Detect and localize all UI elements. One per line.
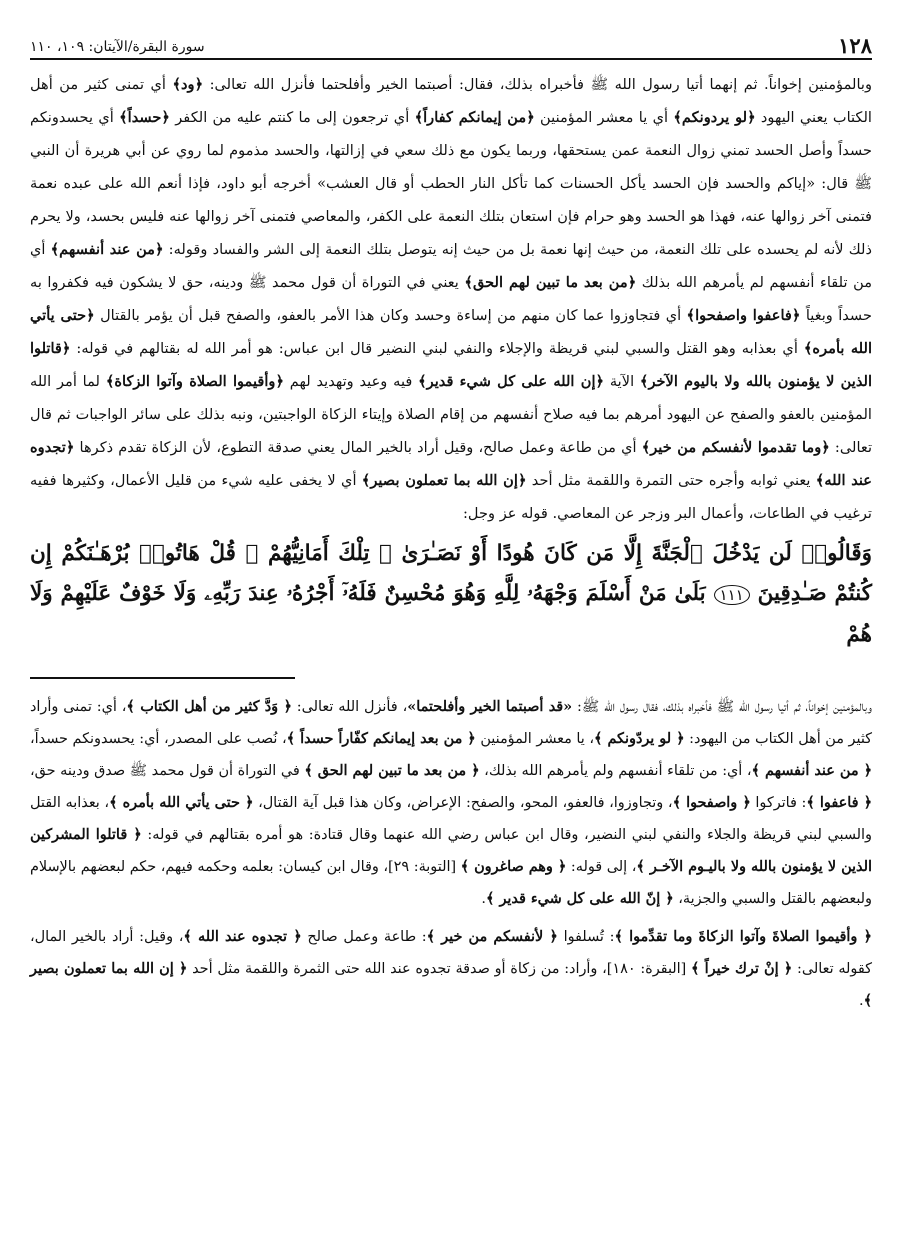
text-run: ، إلى قوله:	[566, 859, 637, 875]
quoted-phrase: ﴿ إنّ الله على كل شيء قدير ﴾	[486, 890, 674, 907]
quoted-phrase: ﴿ فاعفوا ﴾	[806, 794, 872, 811]
quoted-phrase: ﴿ لأنفسكم من خير ﴾	[426, 928, 558, 945]
text-run: لما أمر الله المؤمنين بالعفو والصفح عن اليهود أمرهم بما فيه صلاح أنفسهم من إقام الصلاة وإيتاء الزكاة الواجبتين، ونبه بذلك على سائر الواجبات ثم قال تعالى:	[30, 373, 873, 456]
quoted-phrase: ﴿ إنْ ترك خيراً ﴾	[691, 960, 793, 977]
quoted-phrase: ﴿ من بعد إيمانكم كفّاراً حسداً ﴾	[286, 730, 476, 747]
verse-text: وَقَالُوا۟ لَن يَدْخُلَ ٱلْجَنَّةَ إِلَّا مَن كَانَ هُودًا أَوْ نَصَـٰرَىٰ ۗ تِلْكَ أَمَانِيُّهُمْ ۗ قُلْ هَاتُوا۟ بُرْهَـٰنَكُمْ إِن كُنتُمْ صَـٰدِقِينَ	[30, 541, 872, 606]
text-run: في التوراة أن قول محمد ﷺ صدق ودينه حق،	[30, 763, 305, 779]
footnote-divider	[30, 677, 295, 679]
page-header	[30, 28, 872, 60]
quoted-phrase: ﴿إن الله بما تعملون بصير﴾	[361, 472, 527, 489]
commentary-lower	[30, 691, 872, 1017]
quoted-phrase: ﴿وأقيموا الصلاة وآتوا الزكاة﴾	[105, 373, 285, 390]
footnote-paragraph	[30, 921, 872, 1017]
text-run: وبالمؤمنين إخواناً، ثم أتيا رسول الله ﷺ فأخبراه بذلك، فقال رسول الله ﷺ:	[572, 699, 872, 715]
quoted-phrase: ﴿حتى يأتي الله بأمره﴾	[30, 307, 873, 357]
text-run: .	[858, 993, 864, 1009]
book-page	[30, 28, 872, 1228]
quoted-phrase: ﴿تجدوه عند الله﴾	[30, 439, 873, 489]
quoted-phrase: ﴿ وهم صاغرون ﴾	[460, 858, 567, 875]
page-number: ١٢٨	[838, 33, 872, 58]
quoted-phrase: ﴿ من بعد ما تبين لهم الحق ﴾	[304, 762, 480, 779]
text-run: أي من تلقاء أنفسهم لم يأمرهم الله بذلك	[30, 241, 873, 291]
text-run: .	[481, 891, 486, 907]
footnote-paragraph	[30, 691, 872, 915]
verse-number-marker: ١١١	[714, 585, 750, 605]
quoted-phrase: ﴿ إن الله بما تعملون بصير ﴾	[30, 960, 872, 1009]
quoted-phrase: ﴿من بعد ما تبين لهم الحق﴾	[464, 274, 637, 291]
quoted-phrase: ﴿ تجدوه عند الله ﴾	[183, 928, 302, 945]
quoted-phrase: ﴿ وَدَّ كثير من أهل الكتاب ﴾	[126, 698, 292, 715]
text-run: الآية	[604, 373, 640, 390]
text-run: أي تمنى كثير من أهل الكتاب يعني اليهود	[30, 76, 872, 126]
text-run: وبالمؤمنين إخواناً. ثم إنهما أتيا رسول الله ﷺ فأخبراه بذلك، فقال: أصبتما الخير وأفلحتما فأنزل الله تعالى:	[203, 76, 873, 93]
quoted-phrase: ﴿حسداً﴾	[119, 109, 170, 126]
text-run: أي فتجاوزوا عما كان منهم من إساءة وحسد وكان هذا الأمر بالعفو، والصفح قبل أن يؤمر بالقتال	[94, 307, 687, 324]
quran-verse	[30, 534, 872, 655]
text-run: أي يحسدونكم حسداً وأصل الحسد تمني زوال النعمة عمن يستحقها، وربما يكون مع ذلك سعي في إزالتها، والحسد مذموم لما روي عن أبي هريرة أن النبي ﷺ قال: «إياكم والحسد فإن الحسد يأكل الحسنات كما تأكل النار الحطب أو قال العشب» أخرجه أبو داود، فإذا أنعم الله على عبده نعمة فتمنى آخر زوالها عنه، فهذا هو الحسد وهو حرام فإن استعان بتلك النعمة على الكفر، والمعاصي فتمنى آخر زوالها عنه فليس بحسد، ولا يحرم ذلك لأنه لم يحسده على تلك النعمة، من حيث إنها نعمة بل من حيث إنه يتوصل بتلك النعمة إلى الشر والفساد وقوله:	[30, 109, 872, 258]
quoted-phrase: ﴿من عند أنفسهم﴾	[50, 241, 164, 258]
text-run: أي بعذابه وهو القتل والسبي لبني قريظة والإجلاء والنفي لبني النضير قال ابن عباس: هو أمر الله له بقتالهم في قوله:	[70, 340, 804, 357]
text-run: [التوبة: ٢٩]، وقال ابن كيسان: بعلمه وحكمه فيهم، حكم لبعضهم بالإسلام ولبعضهم بالقتل والسبي والجزية،	[30, 859, 872, 907]
quoted-phrase: ﴿ لو يردّونكم ﴾	[594, 730, 685, 747]
text-run: : تُسلفوا	[557, 929, 615, 945]
text-run: : طاعة وعمل صالح	[301, 929, 427, 945]
text-run: ، وقيل: أراد بالخير المال، كقوله تعالى:	[30, 929, 872, 977]
text-run: يعني ثوابه وأجره حتى التمرة واللقمة مثل أحد	[526, 472, 816, 489]
running-title: سورة البقرة/الآيتان: ١٠٩، ١١٠	[30, 39, 205, 55]
text-run: ، فأنزل الله تعالى:	[291, 699, 408, 715]
quoted-phrase: ﴿وما تقدموا لأنفسكم من خير﴾	[641, 439, 830, 456]
text-run: ، نُصب على المصدر، أي: يحسدونكم حسداً،	[30, 731, 287, 747]
text-run: ، وتجاوزوا، فالعفو، المحو، والصفح: الإعراض، وكان هذا قبل آية القتال،	[253, 795, 673, 811]
quoted-phrase: «قد أصبتما الخير وأفلحتما»	[407, 698, 573, 715]
text-run: [البقرة: ١٨٠]، وأراد: من زكاة أو صدقة تجدوه عند الله حتى الثمرة واللقمة مثل أحد	[187, 961, 692, 977]
text-run: : فاتركوا	[750, 795, 807, 811]
quoted-phrase: ﴿لو يردونكم﴾	[673, 109, 756, 126]
text-run: أي يا معشر المؤمنين	[534, 109, 674, 126]
text-run: أي ترجعون إلى ما كنتم عليه من الكفر	[169, 109, 415, 126]
commentary-upper	[30, 68, 872, 530]
text-run: أي من طاعة وعمل صالح، وقيل أراد بالخير المال يعني صدقة التطوع، لأن الزكاة تقدم ذكرها	[74, 439, 642, 456]
quoted-phrase: ﴿ود﴾	[172, 76, 204, 93]
quoted-phrase: ﴿ واصفحوا ﴾	[672, 794, 751, 811]
text-run: ، يا معشر المؤمنين	[475, 731, 595, 747]
quoted-phrase: ﴿فاعفوا واصفحوا﴾	[686, 307, 801, 324]
text-run: يعني في التوراة أن قول محمد ﷺ ودينه، حق لا يشكون فيه فكفروا به حسداً وبغياً	[30, 274, 872, 324]
commentary-paragraph	[30, 68, 872, 530]
verse-text-continued: بَلَىٰ مَنْ أَسْلَمَ وَجْهَهُۥ لِلَّهِ وَهُوَ مُحْسِنٌ فَلَهُۥٓ أَجْرُهُۥ عِندَ رَبِّهِۦ وَلَا خَوْفٌ عَلَيْهِمْ وَلَا هُمْ	[30, 581, 872, 647]
text-run: ، بعذابه القتل والسبي لبني قريظة والجلاء والنفي لبني النضير، وقال ابن عباس رضي الله عنهما وقال قتادة: هو أمره بقتالهم في قوله:	[30, 795, 872, 843]
quoted-phrase: ﴿ قاتلوا المشركين الذين لا يؤمنون بالله ولا باليـوم الآخـر ﴾	[30, 826, 872, 875]
quoted-phrase: ﴿إن الله على كل شيء قدير﴾	[418, 373, 605, 390]
text-run: ، أي: تمنى وأراد كثير من أهل الكتاب من اليهود:	[30, 699, 873, 747]
quoted-phrase: ﴿ من عند أنفسهم ﴾	[751, 762, 872, 779]
text-run: ، أي: من تلقاء أنفسهم ولم يأمرهم الله بذلك،	[479, 763, 752, 779]
text-run: فيه وعيد وتهديد لهم	[284, 373, 419, 390]
quoted-phrase: ﴿ حتى يأتي الله بأمره ﴾	[109, 794, 254, 811]
quoted-phrase: ﴿ وأقيموا الصلاةَ وآتوا الزكاةَ وما تقدِّموا ﴾	[614, 928, 872, 945]
quoted-phrase: ﴿من إيمانكم كفاراً﴾	[414, 109, 535, 126]
quoted-phrase: ﴿قاتلوا الذين لا يؤمنون بالله ولا باليوم الآخر﴾	[30, 340, 872, 390]
text-run: أي لا يخفى عليه شيء من قليل الأعمال، وكثيرها ففيه ترغيب في الطاعات، وأعمال البر وزجر عن المعاصي. قوله عز وجل:	[30, 472, 872, 522]
